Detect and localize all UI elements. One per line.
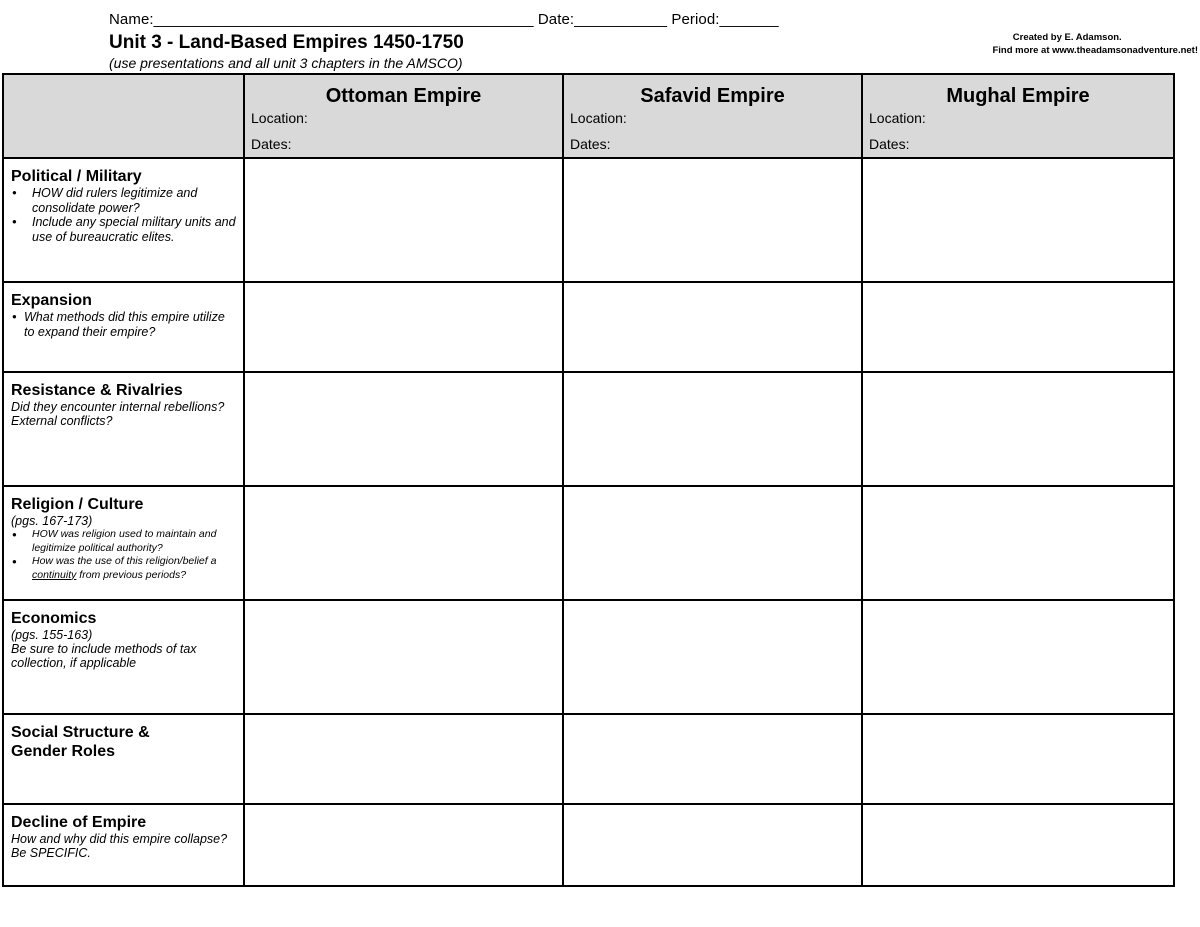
row-title: Political / Military — [11, 168, 142, 185]
prompt-text: from previous periods? — [76, 568, 187, 581]
corner-cell — [3, 74, 244, 158]
row-prompt: Did they encounter internal rebellions? External conflicts? — [11, 400, 225, 428]
answer-cell-mughal[interactable] — [862, 282, 1174, 372]
table-row-religion-culture — [3, 486, 1174, 600]
row-label-economics — [3, 600, 244, 714]
answer-cell-mughal[interactable] — [862, 372, 1174, 486]
answer-cell-safavid[interactable] — [563, 714, 862, 804]
prompt-item: ● Include any special military units and use of bureaucratic elites. — [11, 215, 237, 244]
answer-cell-safavid[interactable] — [563, 804, 862, 886]
row-title: Economics — [11, 610, 97, 627]
column-header-ottoman — [244, 74, 563, 158]
column-header-safavid — [563, 74, 862, 158]
table-row-political-military — [3, 158, 1174, 282]
answer-cell-mughal[interactable] — [862, 600, 1174, 714]
answer-cell-ottoman[interactable] — [244, 714, 563, 804]
table-row-resistance-rivalries — [3, 372, 1174, 486]
answer-cell-mughal[interactable] — [862, 158, 1174, 282]
row-title: Religion / Culture — [11, 496, 144, 513]
row-label-expansion — [3, 282, 244, 372]
answer-cell-safavid[interactable] — [563, 158, 862, 282]
empires-comparison-table — [2, 73, 1175, 887]
answer-cell-safavid[interactable] — [563, 600, 862, 714]
table-header-row — [3, 74, 1174, 158]
table-row-decline — [3, 804, 1174, 886]
page-subtitle: (use presentations and all unit 3 chapters in the AMSCO) — [109, 55, 463, 71]
prompt-text: How was the use of this religion/belief a — [32, 555, 217, 567]
table-row-expansion — [3, 282, 1174, 372]
row-title: Expansion — [11, 292, 92, 309]
empire-name: Ottoman Empire — [325, 85, 482, 107]
answer-cell-ottoman[interactable] — [244, 804, 563, 886]
answer-cell-mughal[interactable] — [862, 486, 1174, 600]
empire-name: Safavid Empire — [640, 85, 785, 107]
location-label: Location: — [251, 110, 308, 126]
author-credit — [964, 31, 1198, 57]
answer-cell-safavid[interactable] — [563, 372, 862, 486]
prompt-item: ● HOW did rulers legitimize and consolidate power? — [11, 186, 237, 215]
answer-cell-ottoman[interactable] — [244, 372, 563, 486]
row-prompts — [11, 310, 237, 339]
location-label: Location: — [570, 110, 627, 126]
answer-cell-mughal[interactable] — [862, 714, 1174, 804]
prompt-item: ● What methods did this empire utilize to expand their empire? — [11, 310, 237, 339]
row-prompts — [11, 528, 237, 582]
prompt-item — [11, 555, 237, 582]
dates-label: Dates: — [251, 136, 292, 152]
table-row-social-structure — [3, 714, 1174, 804]
dates-label: Dates: — [869, 136, 910, 152]
location-label: Location: — [869, 110, 926, 126]
prompt-emphasis: continuity — [32, 568, 77, 581]
row-prompts — [11, 186, 237, 244]
credit-author: Created by E. Adamson. — [1012, 32, 1122, 43]
row-label-social-structure — [3, 714, 244, 804]
name-date-period-line[interactable]: Name:_____________________________________________ Date:___________ Period:_______ — [109, 11, 779, 28]
row-title: Social Structure & Gender Roles — [11, 724, 150, 760]
table-row-economics — [3, 600, 1174, 714]
row-title: Decline of Empire — [11, 814, 147, 831]
dates-label: Dates: — [570, 136, 611, 152]
answer-cell-ottoman[interactable] — [244, 158, 563, 282]
answer-cell-ottoman[interactable] — [244, 486, 563, 600]
prompt-item: ● HOW was religion used to maintain and legitimize political authority? — [11, 528, 237, 555]
page-title: Unit 3 - Land-Based Empires 1450-1750 — [109, 32, 464, 53]
credit-website: Find more at www.theadamsonadventure.net! — [992, 45, 1198, 56]
column-header-mughal — [862, 74, 1174, 158]
answer-cell-mughal[interactable] — [862, 804, 1174, 886]
row-title: Resistance & Rivalries — [11, 382, 183, 399]
row-label-religion-culture — [3, 486, 244, 600]
row-prompt: How and why did this empire collapse? Be SPECIFIC. — [11, 832, 228, 860]
answer-cell-ottoman[interactable] — [244, 600, 563, 714]
answer-cell-safavid[interactable] — [563, 282, 862, 372]
page-reference: (pgs. 167-173) — [11, 514, 93, 528]
answer-cell-safavid[interactable] — [563, 486, 862, 600]
row-prompt: Be sure to include methods of tax collection, if applicable — [11, 642, 197, 670]
row-label-decline — [3, 804, 244, 886]
row-label-political-military — [3, 158, 244, 282]
answer-cell-ottoman[interactable] — [244, 282, 563, 372]
page-reference: (pgs. 155-163) — [11, 628, 93, 642]
empire-name: Mughal Empire — [946, 85, 1090, 107]
row-label-resistance-rivalries — [3, 372, 244, 486]
